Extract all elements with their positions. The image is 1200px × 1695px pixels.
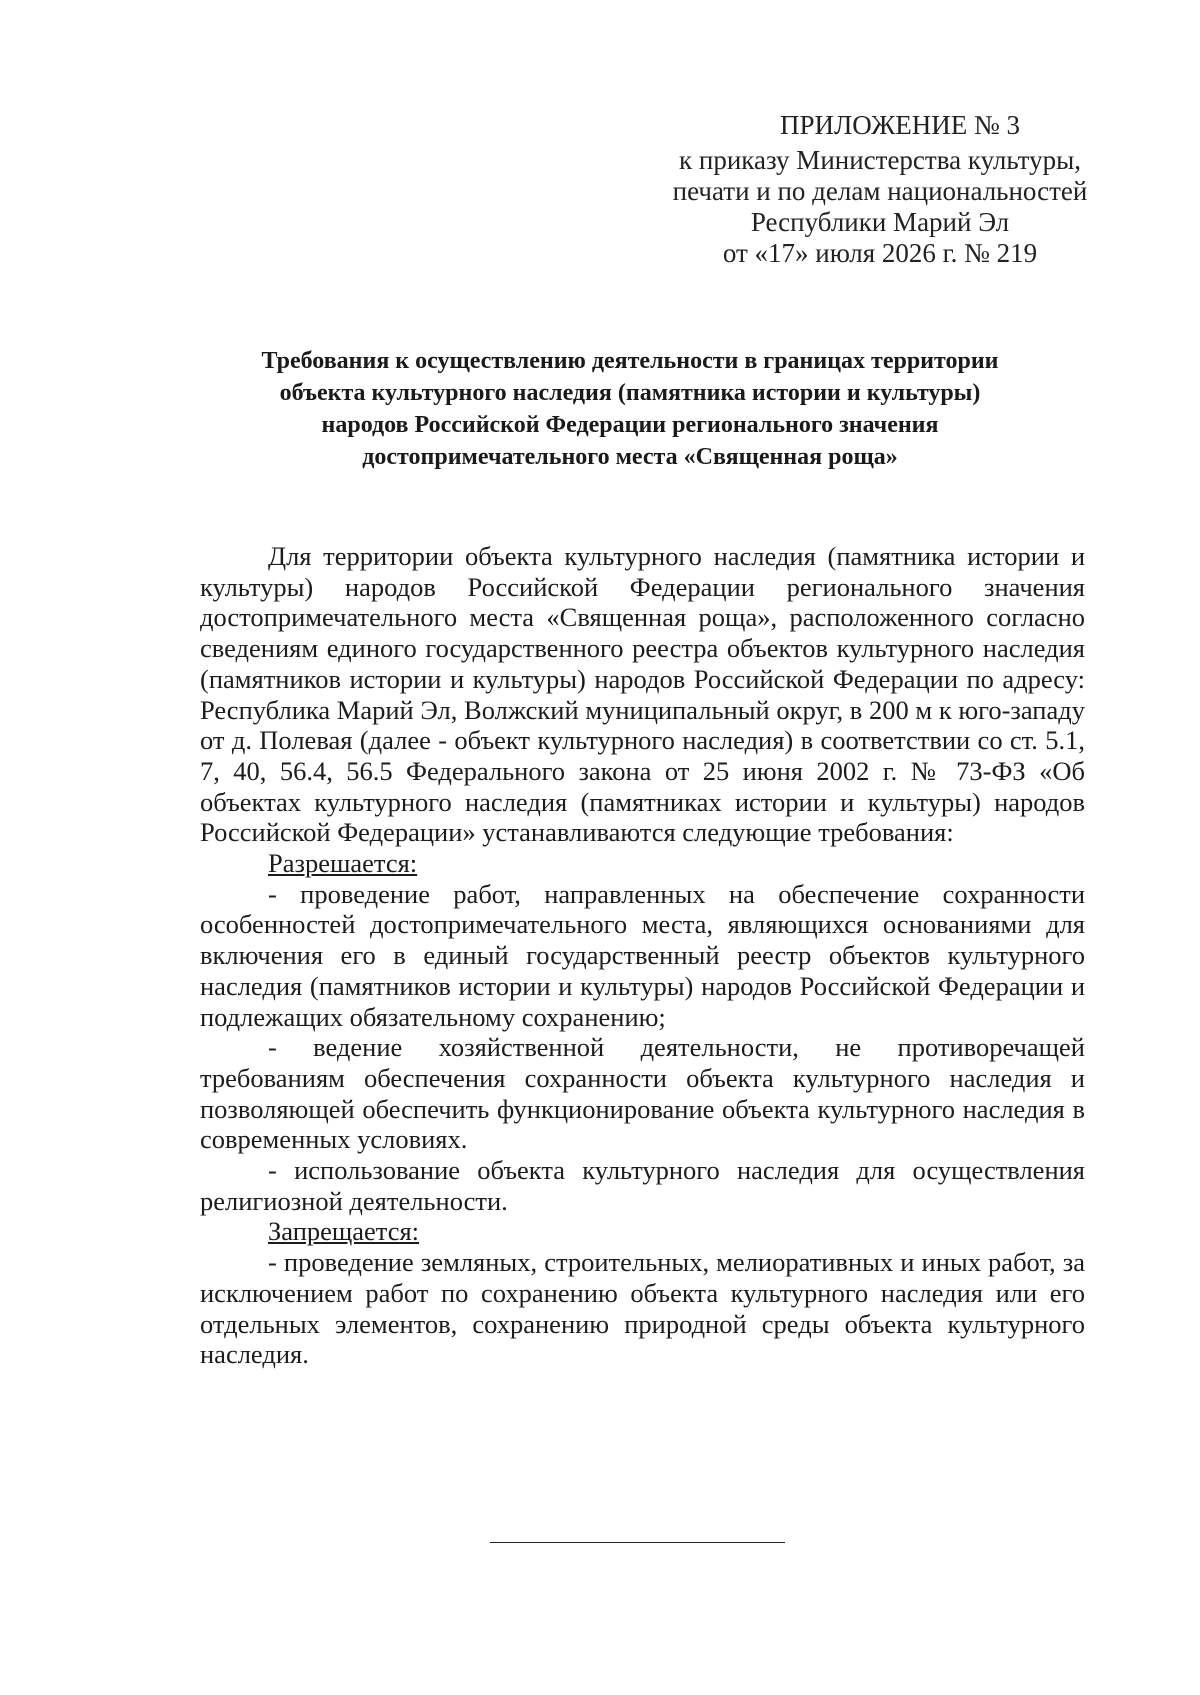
allowed-item: - ведение хозяйственной деятельности, не противоречащей требованиям обеспечения сохранности объекта культурного наследия и позволяющей обеспечить функционирование объекта культурного наследия в современных условиях.	[200, 1032, 1085, 1155]
title-line: народов Российской Федерации регионального значения	[321, 412, 939, 438]
appendix-line: от «17» июля 2026 г. № 219	[722, 238, 1038, 268]
forbidden-label: Запрещается:	[268, 1216, 420, 1247]
title-line: объекта культурного наследия (памятника истории и культуры)	[279, 380, 981, 406]
title-line: Требования к осуществлению деятельности в границах территории	[261, 348, 999, 374]
allowed-item: - использование объекта культурного наследия для осуществления религиозной деятельности.	[200, 1155, 1085, 1216]
allowed-label: Разрешается:	[268, 848, 418, 879]
appendix-line: печати и по делам национальностей	[672, 176, 1088, 206]
closing-rule	[490, 1542, 785, 1543]
document-body	[200, 541, 1085, 1370]
forbidden-item: - проведение земляных, строительных, мелиоративных и иных работ, за исключением работ по сохранению объекта культурного наследия или его отдельных элементов, сохранению природной среды объекта культурного наследия.	[200, 1247, 1085, 1370]
title-line: достопримечательного места «Священная роща»	[362, 444, 898, 470]
appendix-header	[640, 110, 1120, 269]
appendix-line: Республики Марий Эл	[750, 207, 1010, 237]
appendix-title: ПРИЛОЖЕНИЕ № 3	[779, 110, 1021, 140]
intro-paragraph: Для территории объекта культурного наследия (памятника истории и культуры) народов Российской Федерации регионального значения достопримечательного места «Священная роща», расположенного согласно сведениям единого государственного реестра объектов культурного наследия (памятников истории и культуры) народов Российской Федерации по адресу: Республика Марий Эл, Волжский муниципальный округ, в 200 м к юго-западу от д. Полевая (далее - объект культурного наследия) в соответствии со ст. 5.1, 7, 40, 56.4, 56.5 Федерального закона от 25 июня 2002 г. № 73-ФЗ «Об объектах культурного наследия (памятниках истории и культуры) народов Российской Федерации» устанавливаются следующие требования:	[200, 541, 1085, 848]
allowed-item: - проведение работ, направленных на обеспечение сохранности особенностей достопримечательного места, являющихся основаниями для включения его в единый государственный реестр объектов культурного наследия (памятников истории и культуры) народов Российской Федерации и подлежащих обязательному сохранению;	[200, 878, 1085, 1032]
appendix-line: к приказу Министерства культуры,	[679, 145, 1081, 175]
document-title	[190, 345, 1070, 473]
